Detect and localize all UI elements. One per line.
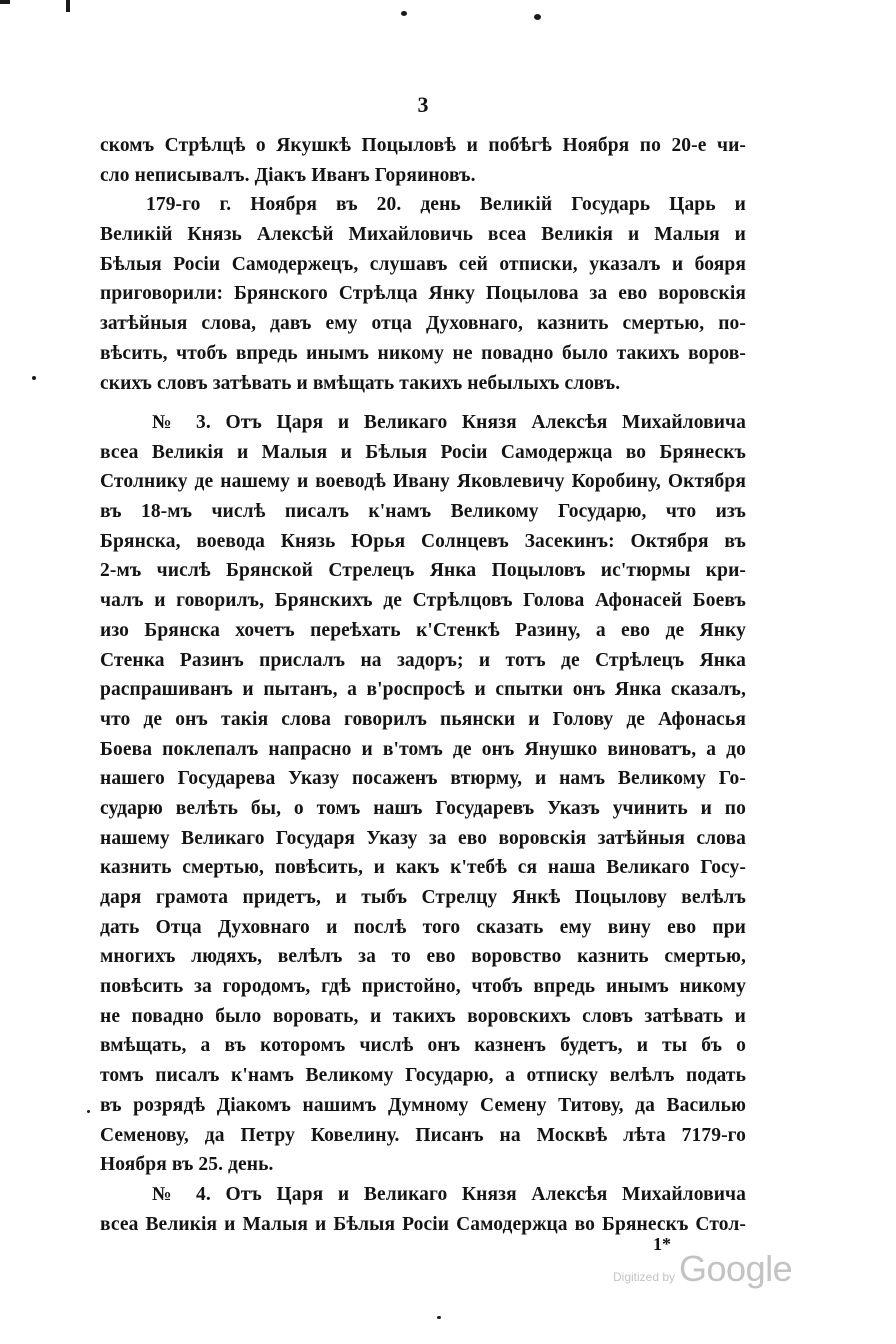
text-line: вѣсить, чтобъ впредь инымъ никому не повадно было такихъ воров-: [100, 342, 746, 364]
text-line: вмѣщать, а въ которомъ числѣ онъ казненъ будетъ, и ты бъ о: [100, 1035, 746, 1057]
text-line: скихъ словъ затѣвать и вмѣщать такихъ небылыхъ словъ.: [100, 372, 621, 394]
text-line: 2-мъ числѣ Брянской Стрелецъ Янка Поцыловъ ис'тюрмы кри-: [100, 560, 746, 582]
text-line: многихъ людяхъ, велѣлъ за то ево воровство казнить смертью,: [100, 946, 746, 968]
ink-speck: [534, 14, 541, 20]
text-line: нашего Государева Указу посаженъ втюрму, и намъ Великому Го-: [100, 768, 746, 790]
google-logo-text: Google: [679, 1248, 793, 1289]
text-line: повѣсить за городомъ, гдѣ пристойно, чтобъ впредь инымъ никому: [100, 976, 746, 998]
text-line: въ 18-мъ числѣ писалъ к'намъ Великому Государю, что изъ: [100, 501, 746, 523]
text-body-top: [100, 131, 746, 398]
text-line: скомъ Стрѣлцѣ о Якушкѣ Поцыловѣ и побѣгѣ Ноября по 20-е чи-: [100, 135, 746, 156]
text-line: Боева поклепалъ напрасно и в'томъ де онъ Янушко виноватъ, а до: [100, 738, 746, 760]
text-line: всеа Великiя и Малыя и Бѣлыя Росiи Самодержца во Брянескъ: [100, 441, 746, 463]
scan-edge-mark: [66, 0, 70, 12]
text-line: Великiй Князь Алексѣй Михайловичь всеа Великiя и Малыя и: [100, 224, 746, 246]
text-line: сударю велѣть бы, о томъ нашъ Государевъ Указъ учинить и по: [100, 797, 746, 819]
text-line: что де онъ такiя слова говорилъ пьянски и Голову де Афонасья: [100, 708, 746, 730]
document-no-3: [100, 408, 746, 1180]
text-line: сло неписывалъ. Дiакъ Иванъ Горяиновъ.: [100, 164, 476, 186]
document-no-4: [100, 1180, 746, 1239]
watermark-prefix: Digitized by: [613, 1270, 676, 1284]
text-line: даря грамота придетъ, и тыбъ Стрелцу Янкѣ Поцылову велѣлъ: [100, 887, 746, 908]
ink-speck: [87, 1110, 90, 1113]
text-line: казнить смертью, повѣсить, и какъ к'тебѣ ся наша Великаго Госу-: [100, 857, 746, 879]
text-line: Бѣлыя Росiи Самодержецъ, слушавъ сей отписки, указалъ и бояря: [100, 253, 746, 275]
text-line: Семенову, да Петру Ковелину. Писанъ на Москвѣ лѣта 7179-го: [100, 1124, 746, 1146]
text-line: въ розрядѣ Дiакомъ нашимъ Думному Семену Титову, да Василью: [100, 1094, 746, 1116]
text-line: Столнику де нашему и воеводѣ Ивану Яковлевичу Коробину, Октября: [100, 471, 746, 493]
text-line: распрашиванъ и пытанъ, а в'роспросѣ и спытки онъ Янка сказалъ,: [100, 679, 746, 701]
document-heading-line: № 3. Отъ Царя и Великаго Князя Алексѣя Михайловича: [152, 412, 746, 433]
ink-speck: [437, 1316, 441, 1319]
text-line: Стенка Разинъ прислалъ на задоръ; и тотъ де Стрѣлецъ Янка: [100, 649, 746, 671]
text-line: изо Брянска хочетъ переѣхать к'Стенкѣ Разину, а ево де Янку: [100, 619, 746, 641]
text-line: затѣйныя слова, давъ ему отца Духовнаго, казнить смертью, по-: [100, 313, 746, 335]
digitized-by-google-watermark: [613, 1248, 792, 1290]
text-line: приговорили: Брянского Стрѣлца Янку Поцылова за ево воровскiя: [100, 283, 746, 305]
signature-mark: 1*: [653, 1234, 671, 1254]
text-line: нашему Великаго Государя Указу за ево воровскiя затѣйныя слова: [100, 827, 746, 849]
text-line: не повадно было воровать, и такихъ воровскихъ словъ затѣвать и: [100, 1005, 746, 1027]
document-heading-line: № 4. Отъ Царя и Великаго Князя Алексѣя Михайловича: [152, 1184, 746, 1205]
text-line: чалъ и говорилъ, Брянскихъ де Стрѣлцовъ Голова Афонасей Боевъ: [100, 590, 746, 612]
ink-speck: [401, 11, 407, 16]
text-line: всеа Великiя и Малыя и Бѣлыя Росiи Самодержца во Брянескъ Стол-: [100, 1213, 746, 1235]
text-line: 179-го г. Ноября въ 20. день Великiй Государь Царь и: [146, 194, 746, 216]
scan-edge-mark: [0, 0, 10, 4]
page-number: 3: [417, 92, 429, 117]
text-line: Ноября въ 25. день.: [100, 1154, 274, 1176]
text-line: Брянска, воевода Князь Юрья Солнцевъ Засекинъ: Октября въ: [100, 530, 746, 552]
ink-speck: [32, 376, 36, 380]
text-line: дать Отца Духовнаго и послѣ того сказать ему вину ево при: [100, 916, 746, 938]
text-line: томъ писалъ к'намъ Великому Государю, а отписку велѣлъ подать: [100, 1065, 746, 1087]
